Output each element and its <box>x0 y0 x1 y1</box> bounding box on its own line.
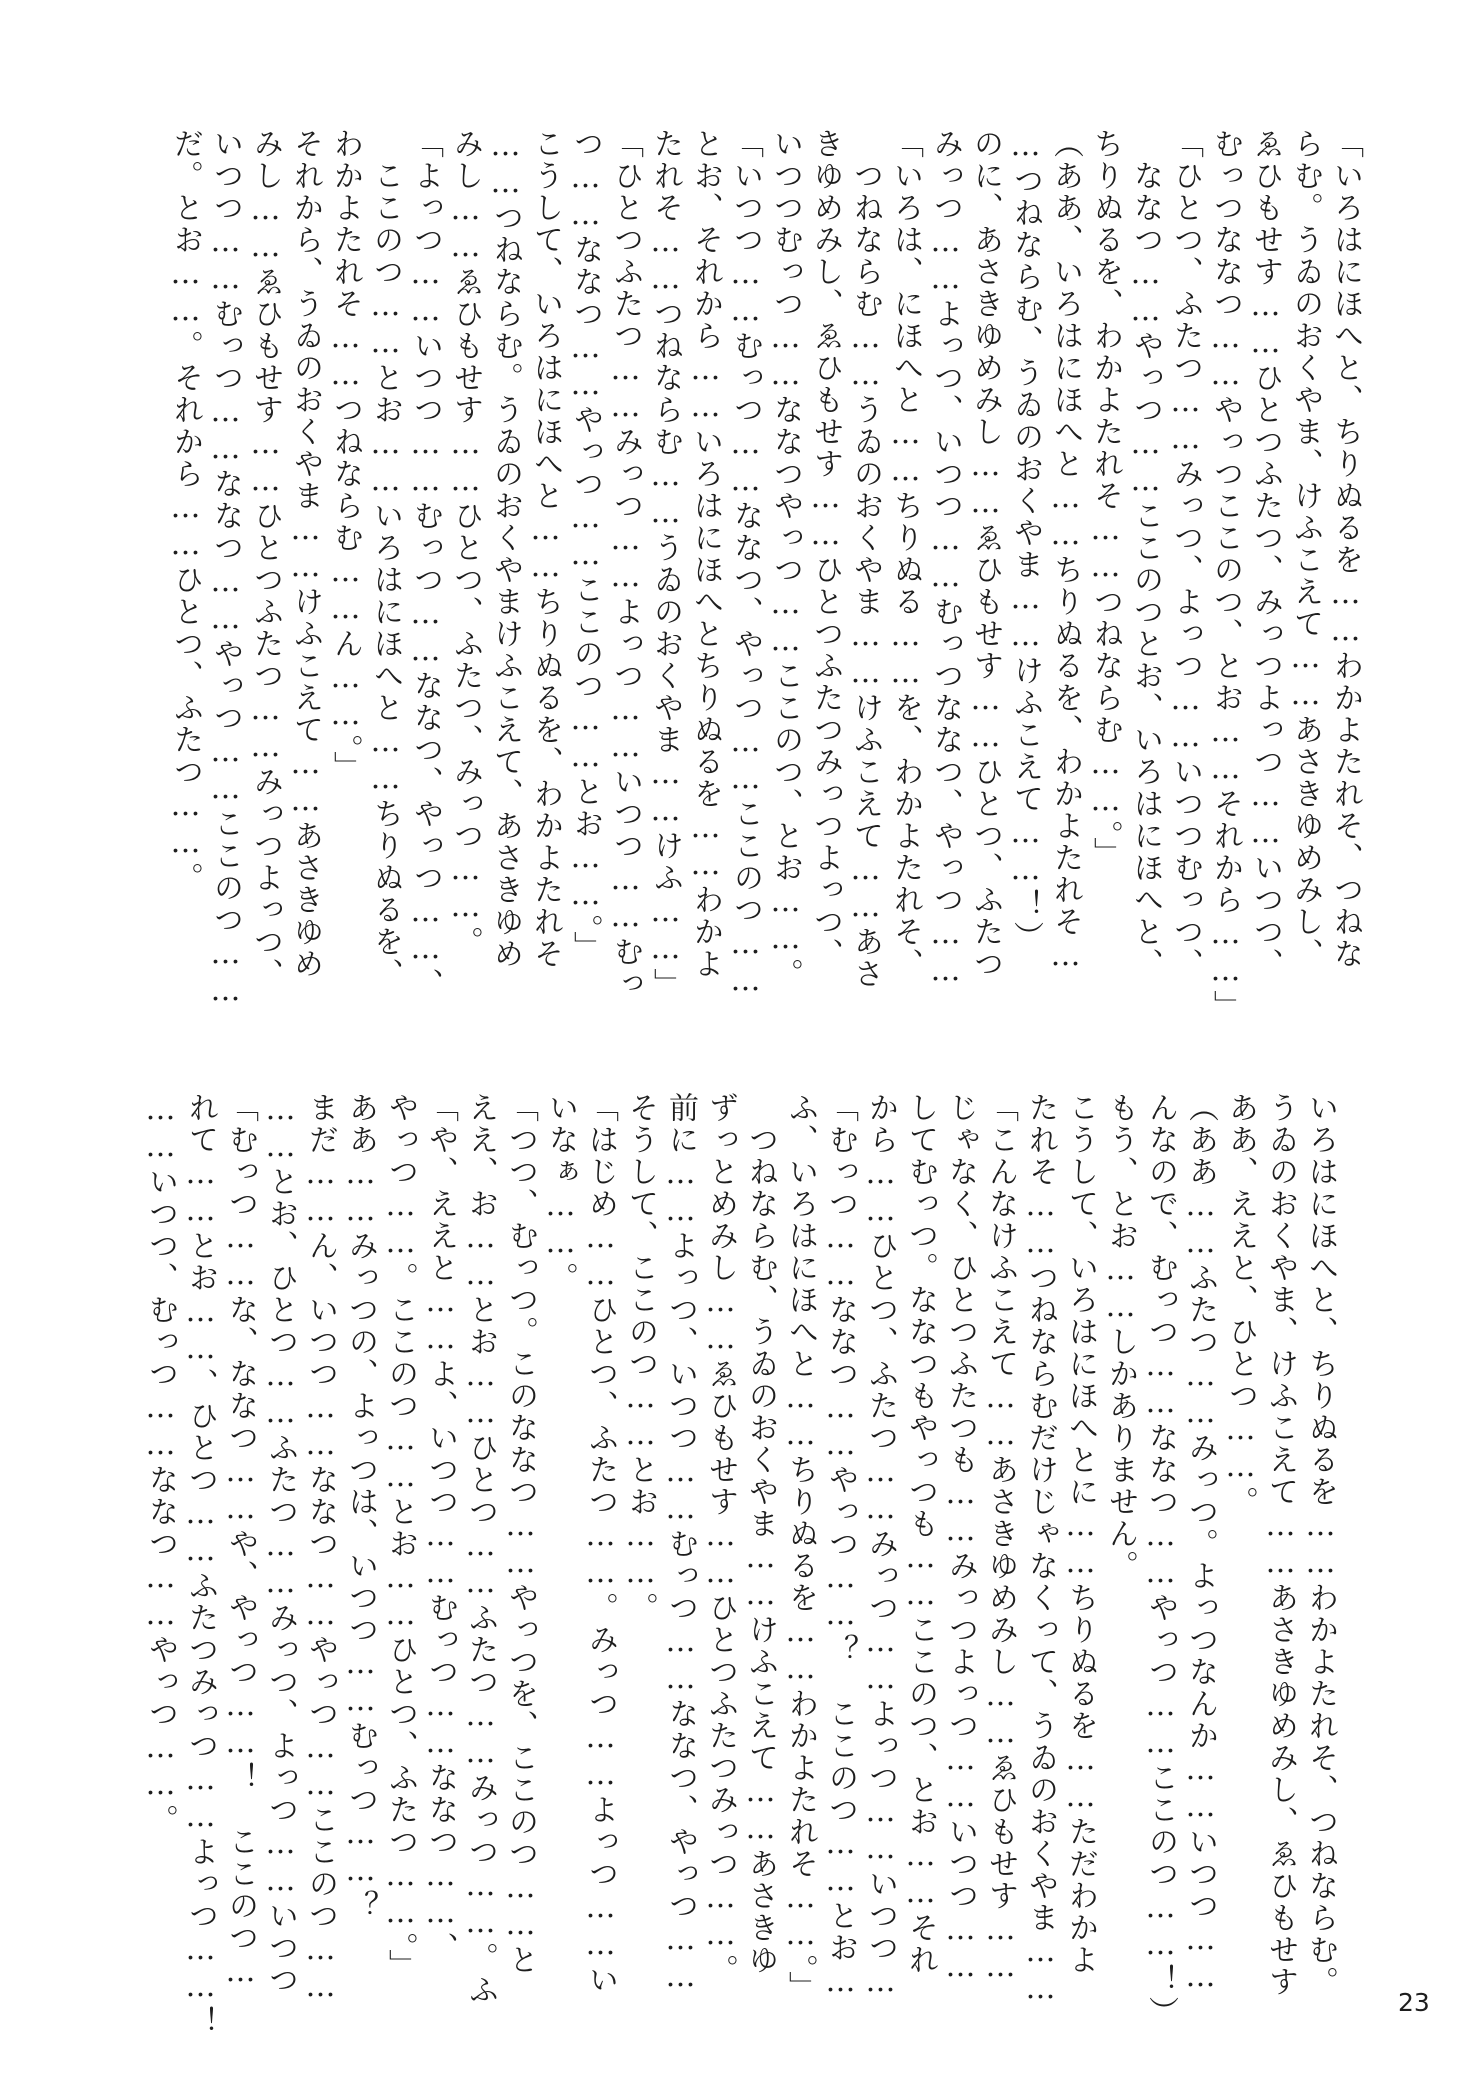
text-column: つねならむ……うゐのおくやま……けふこえて……あさ <box>848 128 883 990</box>
text-column: ずっとめみし……ゑひもせす……ひとつふたつみっつ……。 <box>703 1092 738 1986</box>
text-column: 「むっつ……ななつ……やっつ……？ ここのつ……とお… <box>823 1092 858 2001</box>
text-column: ふ、いろはにほへと……ちりぬるを……わかよたれそ……。」 <box>783 1092 818 2003</box>
text-column: 「ひとつ、ふたつ……みっつ、よっつ……いつつむっつ、 <box>1168 128 1203 980</box>
text-column: いろはにほへと、ちりぬるを……わかよたれそ、つねならむ。 <box>1303 1092 1338 1998</box>
text-column: ななつ……やっつ……ここのつとお、いろはにほへと、 <box>1128 128 1163 980</box>
text-column: じゃなく、ひとつふたつも……みっつよっつ……いつつ…… <box>943 1092 978 1986</box>
text-column: ああ……みっつの、よっつは、いつつ……むっつ……？ <box>343 1092 378 1922</box>
page-number: 23 <box>1398 1988 1430 2017</box>
text-column: こうして、いろはにほへとに……ちりぬるを……ただわかよ <box>1063 1092 1098 1976</box>
text-column: 「いつつ……むっつ……ななつ、やっつ……ここのつ…… <box>728 128 763 1000</box>
text-column: むっつななつ……やっつここのつ、とお……それから……」 <box>1208 128 1243 1022</box>
text-column: いつつ……むっつ……ななつ……やっつ……ここのつ…… <box>208 128 243 1010</box>
text-column: ……つねならむ。うゐのおくやまけふこえて、あさきゆめ <box>488 128 523 970</box>
text-column: たれそ……つねならむだけじゃなくって、うゐのおくやま…… <box>1023 1092 1058 2008</box>
text-column: ……いつつ、むっつ……ななつ……やっつ……。 <box>143 1092 178 1836</box>
text-block-bottom <box>140 1092 1340 2038</box>
text-column: みっつ……よっつ、いつつ……むっつななつ、やっつ…… <box>928 128 963 990</box>
text-column: もう、とお……しかありません。 <box>1103 1092 1138 1582</box>
text-column: （ああ……ふたつ……みっつ。よっつなんか……いつつ…… <box>1183 1092 1218 1996</box>
text-column: 「つつ、むっつ。このななつ……やっつを、ここのつ……と <box>503 1092 538 1976</box>
text-column: まだ……ん、いつつ……ななつ……やっつ……ここのつ…… <box>303 1092 338 2006</box>
text-column: んなので、むっつ……ななつ……やっつ……ここのつ……！） <box>1143 1092 1178 2028</box>
text-column: 「こんなけふこえて……あさきゆめみし……ゑひもせす…… <box>983 1092 1018 1986</box>
text-column: ちりぬるを、わかよたれそ……つねならむ……。」 <box>1088 128 1123 869</box>
text-column: やっつ……。ここのつ……とお……ひとつ、ふたつ……。」 <box>383 1092 418 1981</box>
text-column: ここのつ……とお……いろはにほへと……ちりぬるを、 <box>368 128 403 990</box>
text-block-top <box>165 128 1365 1020</box>
text-column: つねならむ、うゐのおくやま……けふこえて……あさきゆ <box>743 1092 778 1976</box>
text-column: とお、それから……いろはにほへとちりぬるを……わかよ <box>688 128 723 980</box>
text-column: 「いろは、にほへと……ちりぬる……を、わかよたれそ、 <box>888 128 923 980</box>
text-column: 「や、ええと……よ、いつつ……むっつ……ななつ……、 <box>423 1092 458 1964</box>
text-column: ゑひもせす……ひとつふたつ、みっつよっつ……いつつ、 <box>1248 128 1283 980</box>
text-column: ああ、ええと、ひとつ……。 <box>1223 1092 1258 1518</box>
text-column: 「ひとつふたつ……みっつ……よっつ……いつつ……むっ <box>608 128 643 1000</box>
text-column: してむっつ。ななつもやっつも……ここのつ、とお……それ <box>903 1092 938 1976</box>
text-column: みし……ゑひもせす……ひとつふたつ……みっつよっつ、 <box>248 128 283 990</box>
text-column: らむ。うゐのおくやま、けふこえて……あさきゆめみし、 <box>1288 128 1323 970</box>
text-column: それから、うゐのおくやま……けふこえて……あさきゆめ <box>288 128 323 980</box>
text-column: うゐのおくやま、けふこえて……あさきゆめみし、ゑひもせす <box>1263 1092 1298 1998</box>
text-column: れて……とお……、ひとつ……ふたつみっつ……よっつ……！ <box>183 1092 218 2038</box>
text-column: みし……ゑひもせす……ひとつ、ふたつ、みっつ……。 <box>448 128 483 958</box>
text-column: から……ひとつ、ふたつ……みっつ……よっつ……いつつ… <box>863 1092 898 2001</box>
text-column: 前に……よっつ、いつつ……むっつ……ななつ、やっつ…… <box>663 1092 698 1996</box>
text-column: 「むっつ……な、ななつ……や、やっつ……！ ここのつ… <box>223 1092 258 1991</box>
text-column: だ。とお……。それから……ひとつ、ふたつ……。 <box>168 128 203 894</box>
text-column: わかよたれそ……つねならむ……ん……。」 <box>328 128 363 783</box>
text-column: そうして、ここのつ……とお……。 <box>623 1092 658 1624</box>
text-column: ……とお、ひとつ……ふたつ……みっつ、よっつ……いつつ <box>263 1092 298 1996</box>
text-column: たれそ……つねならむ……うゐのおくやま……けふ……」 <box>648 128 683 1000</box>
text-column: 「はじめ……ひとつ、ふたつ……。みっつ……よっつ……い <box>583 1092 618 1996</box>
text-column: のに、あさきゆめみし……ゑひもせす……ひとつ、ふたつ <box>968 128 1003 980</box>
text-column: （ああ、いろはにほへと……ちりぬるを、わかよたれそ… <box>1048 128 1083 975</box>
text-column: …つねならむ、うゐのおくやま……けふこえて……！） <box>1008 128 1043 953</box>
text-column: ええ、お……とお……ひとつ……ふたつ……みっつ……。ふ <box>463 1092 498 2006</box>
text-column: きゆめみし、ゑひもせす……ひとつふたつみっつよっつ、 <box>808 128 843 970</box>
text-column: いつつむっつ……ななつやっつ……ここのつ、とお……。 <box>768 128 803 990</box>
text-column: いなぁ……。 <box>543 1092 578 1294</box>
text-column: こうして、いろはにほへと……ちりぬるを、わかよたれそ <box>528 128 563 970</box>
text-column: 「いろはにほへと、ちりぬるを……わかよたれそ、つねな <box>1328 128 1363 970</box>
text-column: 「よっつ……いつつ……むっつ……ななつ、やっつ……、 <box>408 128 443 1000</box>
text-column: つ……ななつ……やっつ……ここのつ……とお……。」 <box>568 128 603 963</box>
